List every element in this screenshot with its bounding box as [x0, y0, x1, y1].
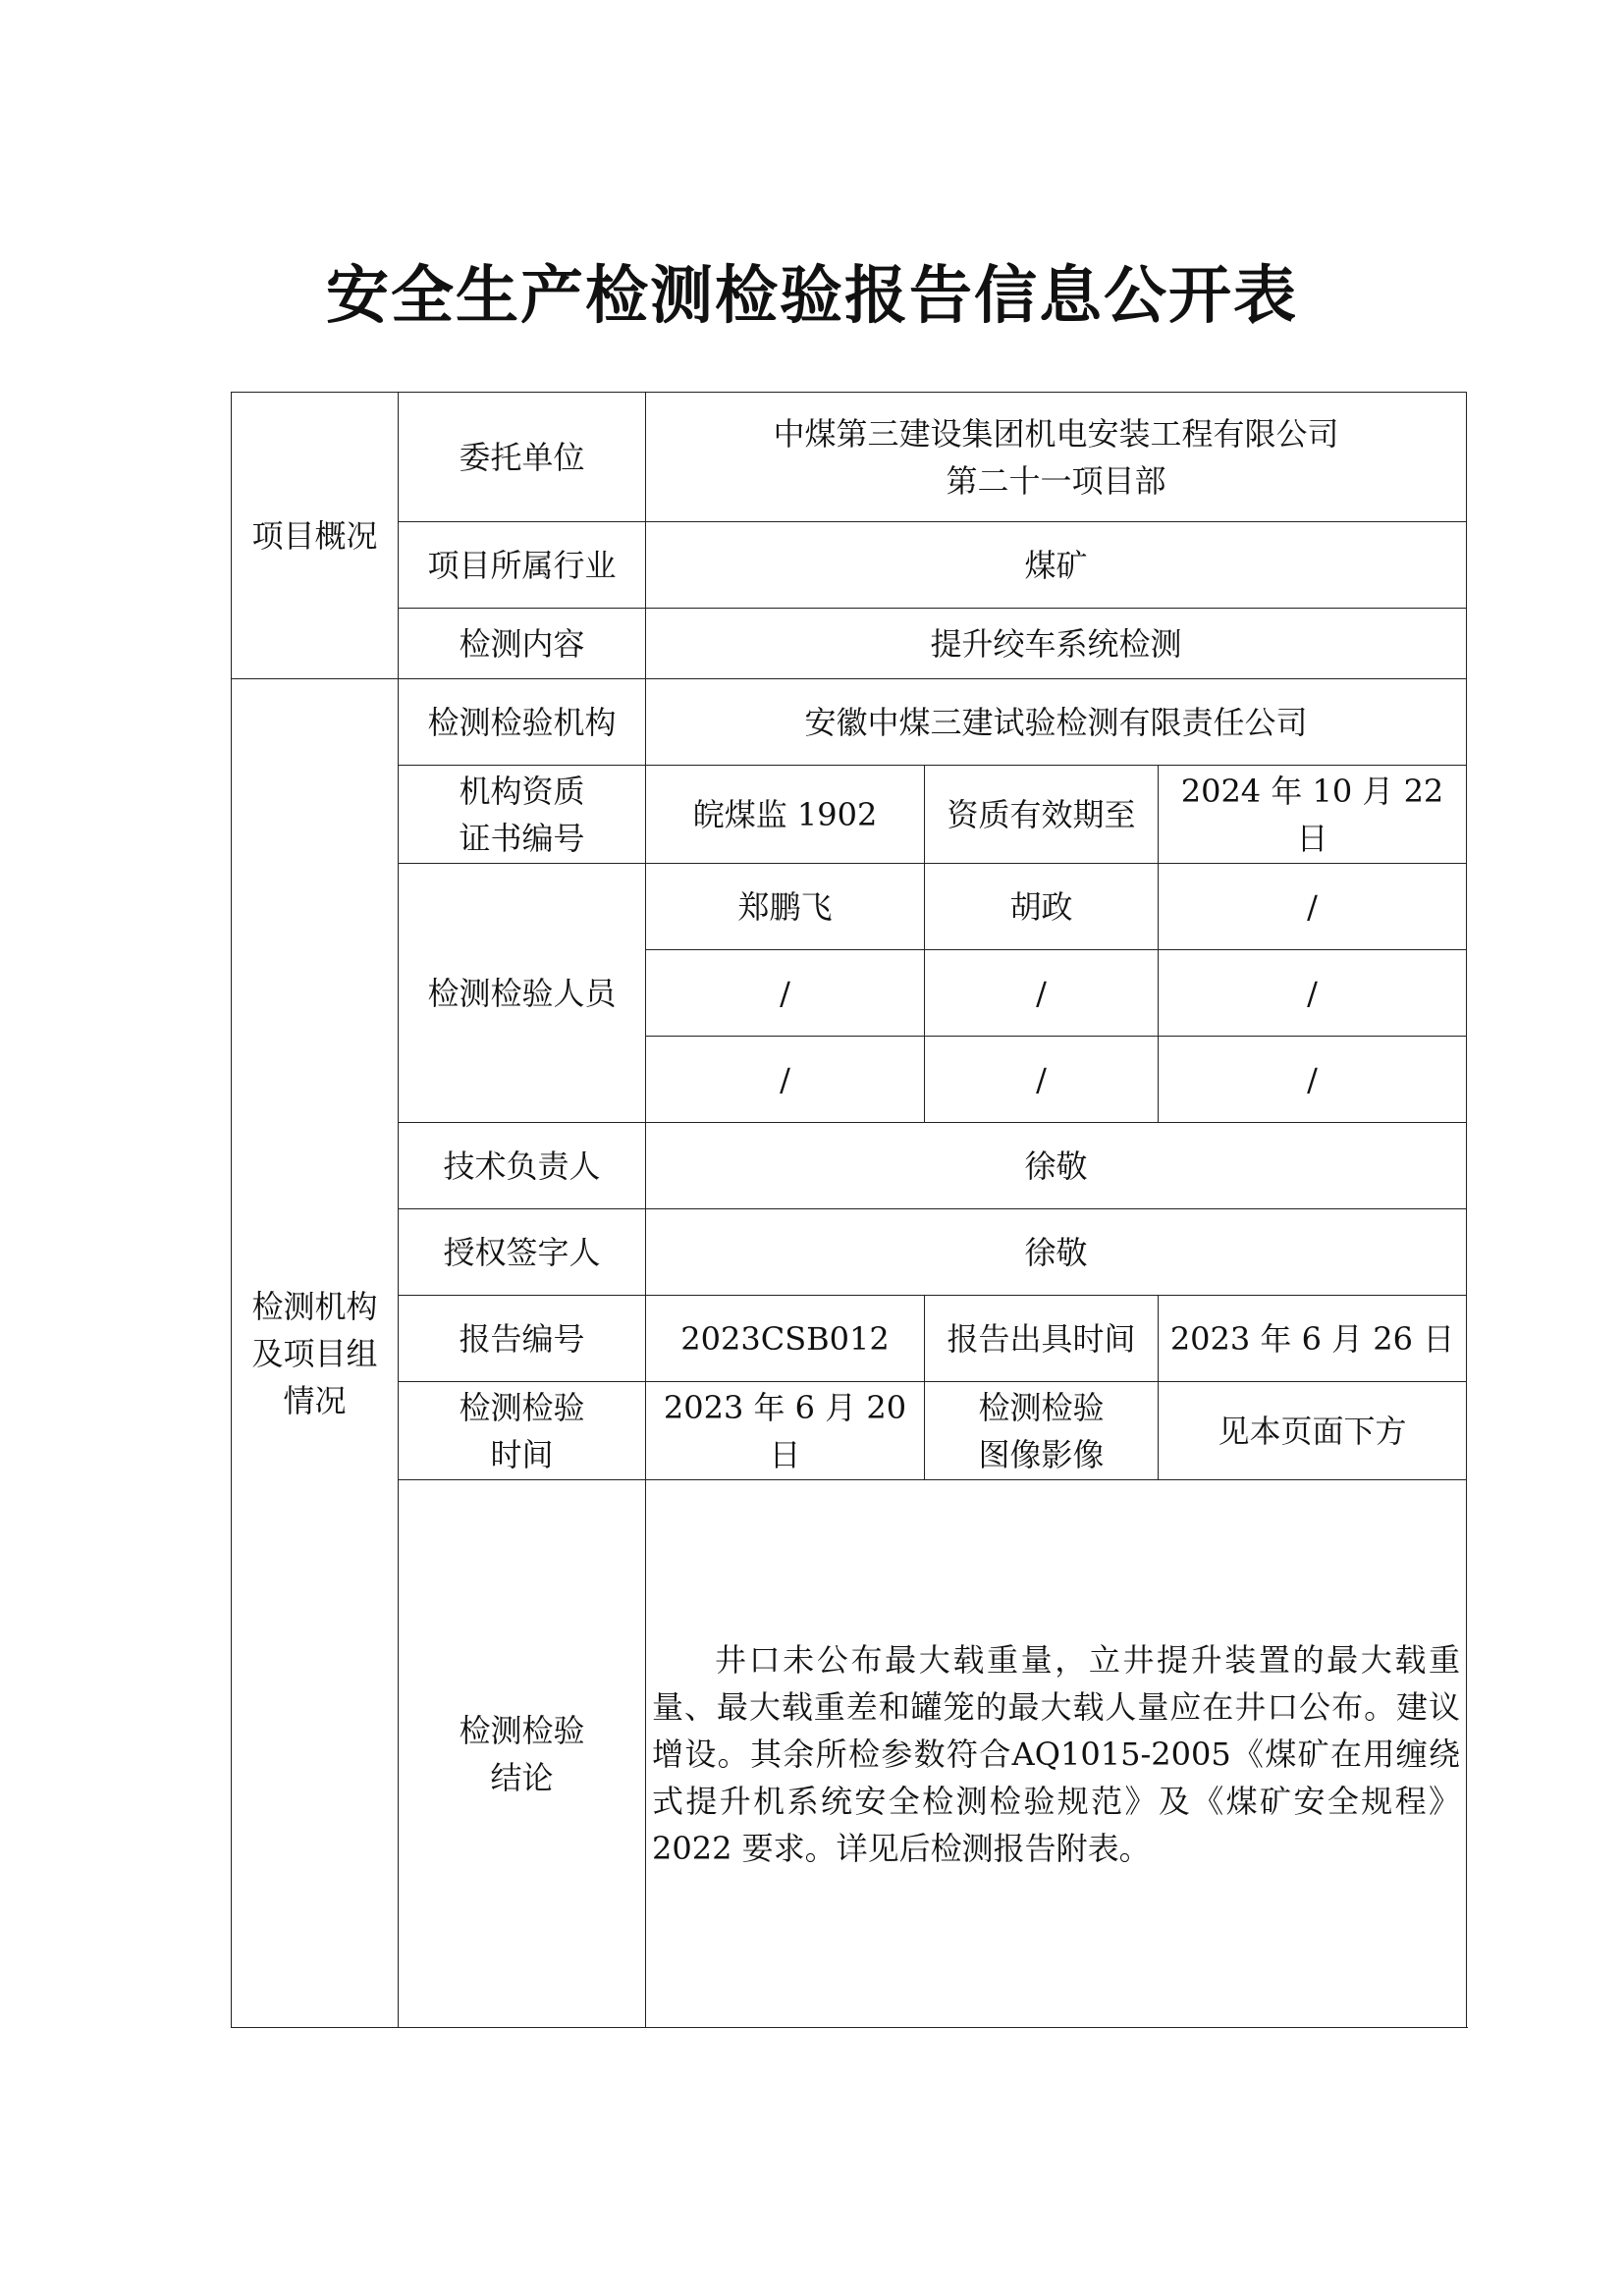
inspect-time-label-line1: 检测检验	[459, 1388, 585, 1426]
report-no-value: 2023CSB012	[646, 1296, 925, 1382]
signatory-label: 授权签字人	[399, 1209, 646, 1296]
row-client	[232, 393, 1467, 522]
row-signatory	[232, 1209, 1467, 1296]
personnel-cell: /	[925, 950, 1159, 1037]
industry-value: 煤矿	[646, 522, 1467, 609]
industry-label: 项目所属行业	[399, 522, 646, 609]
row-inspect-time	[232, 1382, 1467, 1480]
client-value	[646, 393, 1467, 522]
row-report-no	[232, 1296, 1467, 1382]
tech-lead-label: 技术负责人	[399, 1123, 646, 1209]
section-org-label-line3: 情况	[283, 1381, 347, 1419]
conclusion-label-line2: 结论	[490, 1758, 554, 1796]
row-content	[232, 609, 1467, 679]
section-org-label-line2: 及项目组	[251, 1334, 378, 1372]
org-label: 检测检验机构	[399, 679, 646, 766]
row-personnel-1	[232, 864, 1467, 950]
personnel-cell: /	[925, 1037, 1159, 1123]
image-label-line1: 检测检验	[978, 1388, 1105, 1426]
report-no-label: 报告编号	[399, 1296, 646, 1382]
row-org	[232, 679, 1467, 766]
inspect-time-value: 2023 年 6 月 20 日	[646, 1382, 925, 1480]
client-value-line1: 中煤第三建设集团机电安装工程有限公司	[773, 414, 1339, 453]
row-tech-lead	[232, 1123, 1467, 1209]
row-industry	[232, 522, 1467, 609]
row-conclusion	[232, 1480, 1467, 2028]
personnel-cell: 胡政	[925, 864, 1159, 950]
section-org-label-line1: 检测机构	[251, 1287, 378, 1325]
image-label-line2: 图像影像	[978, 1435, 1105, 1473]
inspect-time-label-line2: 时间	[490, 1435, 554, 1473]
tech-lead-value: 徐敬	[646, 1123, 1467, 1209]
client-label: 委托单位	[399, 393, 646, 522]
section-project-label: 项目概况	[232, 393, 399, 679]
cert-label	[399, 766, 646, 864]
client-value-line2: 第二十一项目部	[946, 461, 1166, 500]
section-org-label	[232, 679, 399, 2028]
conclusion-cell	[646, 1480, 1467, 2028]
personnel-cell: /	[1159, 950, 1467, 1037]
validity-label: 资质有效期至	[925, 766, 1159, 864]
issue-date-label: 报告出具时间	[925, 1296, 1159, 1382]
image-label	[925, 1382, 1159, 1480]
personnel-cell: /	[646, 1037, 925, 1123]
personnel-cell: 郑鹏飞	[646, 864, 925, 950]
cert-label-line1: 机构资质	[459, 772, 585, 810]
validity-value: 2024 年 10 月 22 日	[1159, 766, 1467, 864]
report-table	[231, 392, 1467, 2028]
issue-date-value: 2023 年 6 月 26 日	[1159, 1296, 1467, 1382]
content-value: 提升绞车系统检测	[646, 609, 1467, 679]
conclusion-text: 井口未公布最大载重量，立井提升装置的最大载重量、最大载重差和罐笼的最大载人量应在井口公布。建议增设。其余所检参数符合AQ1015-2005《煤矿在用缠绕式提升机系统安全检测检验规范》及《煤矿安全规程》2022 要求。详见后检测报告附表。	[652, 1640, 1461, 1867]
conclusion-label	[399, 1480, 646, 2028]
personnel-cell: /	[646, 950, 925, 1037]
conclusion-label-line1: 检测检验	[459, 1711, 585, 1749]
personnel-cell: /	[1159, 1037, 1467, 1123]
cert-label-line2: 证书编号	[459, 819, 585, 857]
personnel-cell: /	[1159, 864, 1467, 950]
row-cert	[232, 766, 1467, 864]
inspect-time-label	[399, 1382, 646, 1480]
personnel-label: 检测检验人员	[399, 864, 646, 1123]
org-value: 安徽中煤三建试验检测有限责任公司	[646, 679, 1467, 766]
content-label: 检测内容	[399, 609, 646, 679]
cert-value: 皖煤监 1902	[646, 766, 925, 864]
signatory-value: 徐敬	[646, 1209, 1467, 1296]
page-title: 安全生产检测检验报告信息公开表	[326, 260, 1298, 333]
image-value: 见本页面下方	[1159, 1382, 1467, 1480]
